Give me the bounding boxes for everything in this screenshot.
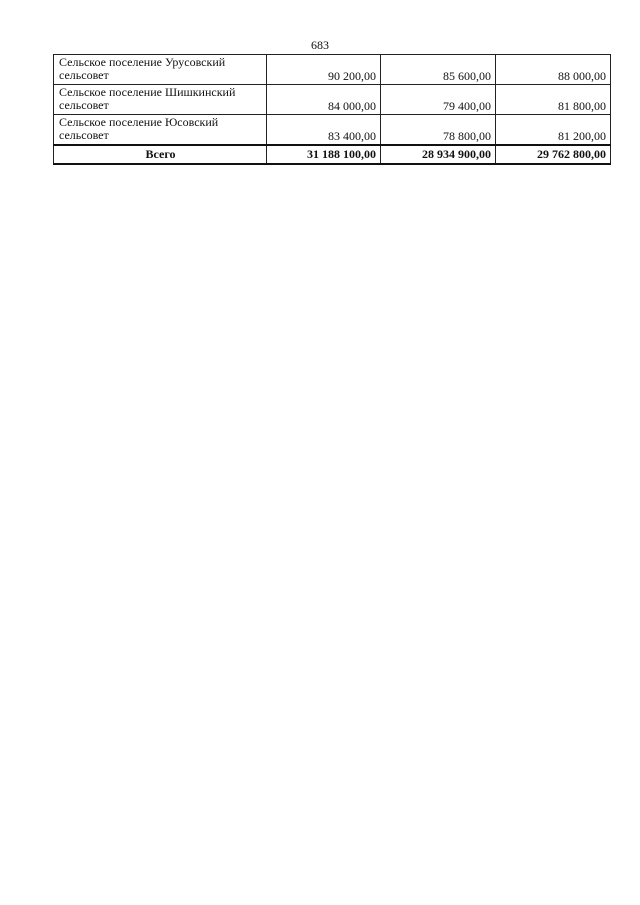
table-row bbox=[54, 115, 611, 146]
total-row bbox=[54, 145, 611, 164]
value-cell-year-2: 79 400,00 bbox=[381, 85, 496, 115]
budget-table bbox=[53, 54, 611, 165]
value-cell-year-2: 85 600,00 bbox=[381, 55, 496, 85]
settlement-name-cell: Сельское поселение Урусовский сельсовет bbox=[54, 55, 267, 85]
value-cell-year-3: 81 200,00 bbox=[496, 115, 611, 146]
settlement-name-cell: Сельское поселение Шишкинский сельсовет bbox=[54, 85, 267, 115]
total-value-year-1: 31 188 100,00 bbox=[267, 145, 381, 164]
table-row bbox=[54, 55, 611, 85]
settlement-name-cell: Сельское поселение Юсовский сельсовет bbox=[54, 115, 267, 146]
total-value-year-3: 29 762 800,00 bbox=[496, 145, 611, 164]
value-cell-year-3: 88 000,00 bbox=[496, 55, 611, 85]
total-value-year-2: 28 934 900,00 bbox=[381, 145, 496, 164]
value-cell-year-1: 84 000,00 bbox=[267, 85, 381, 115]
value-cell-year-1: 90 200,00 bbox=[267, 55, 381, 85]
table-row bbox=[54, 85, 611, 115]
value-cell-year-3: 81 800,00 bbox=[496, 85, 611, 115]
page-number: 683 bbox=[311, 38, 329, 52]
value-cell-year-1: 83 400,00 bbox=[267, 115, 381, 146]
total-label: Всего bbox=[54, 145, 267, 164]
value-cell-year-2: 78 800,00 bbox=[381, 115, 496, 146]
